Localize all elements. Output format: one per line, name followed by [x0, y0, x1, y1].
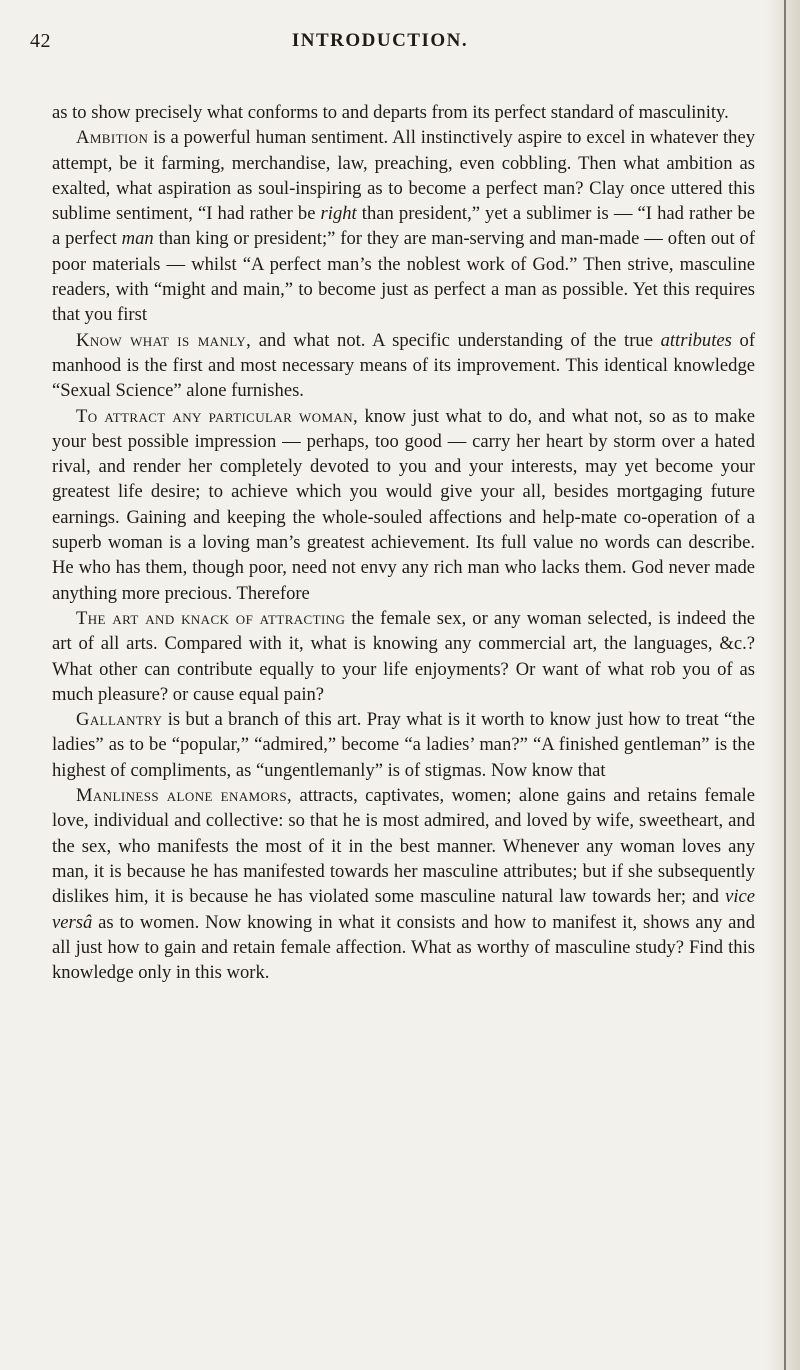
- page-number: 42: [30, 30, 51, 52]
- paragraph-text: as to show precisely what conforms to and departs from its perfect standard of masculinity.: [52, 102, 729, 123]
- paragraph-text: attracts, captivates, women; alone gains and retains female love, individual and collective: so that he is most admired, and loved by wife, sweetheart, and the sex, who manifests the most of it in the best manner. Whenever any woman loves any man, it is because he has manifested towards her masculine attributes; but if she subsequently dislikes him, it is because he has violated some masculine natural law towards her; and: [52, 785, 755, 908]
- emphasis: man: [121, 228, 154, 250]
- paragraph-art-and-knack: [52, 606, 755, 707]
- paragraph-text: and what not. A specific understanding of the true: [251, 329, 661, 351]
- paragraph-gallantry: [52, 707, 755, 783]
- paragraph-text: than king or president;” for they are man-serving and man-made — often out of poor materials — whilst “A perfect man’s the noblest work of God.” Then strive, masculine readers, with “might and main,” to become just as perfect a man as possible. Yet this requires that you first: [52, 228, 756, 326]
- page-header: [30, 30, 730, 58]
- paragraph-lead: The art and knack of attracting: [76, 607, 346, 629]
- paragraph-lead: To attract any particular woman,: [76, 405, 359, 427]
- paragraph-text: is but a branch of this art. Pray what is it worth to know just how to treat “the ladies” as to be “popular,” “admired,” become “a ladies’ man?” “A finished gentleman” is the highest of compliments, as “ungentlemanly” is of stigmas. Now know that: [52, 709, 755, 781]
- page-edge-shadow: [766, 0, 800, 1370]
- paragraph-lead: Gallantry: [76, 709, 163, 731]
- paragraph-text: the female sex, or any woman selected, is indeed the art of all arts. Compared with it, what is knowing any commercial art, the languages, &c.? What other can contribute equally to your life enjoyments? Or want of what rob you of as much pleasure? or cause equal pain?: [52, 607, 755, 705]
- emphasis: attributes: [660, 329, 732, 351]
- paragraph-text: than president,” yet a sublimer is — “I had rather be a perfect: [52, 203, 755, 250]
- paragraph-know-what-is-manly: [52, 328, 755, 404]
- running-head: INTRODUCTION.: [291, 30, 469, 51]
- paragraph-text: of manhood is the first and most necessary means of its improvement. This identical knowledge “Sexual Science” alone furnishes.: [52, 329, 756, 402]
- paragraph-lead: Know what is manly,: [76, 329, 252, 351]
- paragraph-text: is a powerful human sentiment. All instinctively aspire to excel in whatever they attempt, be it farming, merchandise, law, preaching, even cobbling. Then what ambition as exalted, what aspiration as soul-inspiring as to become a perfect man? Clay once uttered this sublime sentiment, “I had rather be: [52, 127, 755, 225]
- body-text: [52, 100, 755, 985]
- paragraph-text: as to women. Now knowing in what it consists and how to manifest it, shows any and all just how to gain and retain female affection. What as worthy of masculine study? Find this knowledge only in this work.: [52, 911, 755, 984]
- emphasis: right: [320, 203, 357, 225]
- paragraph-manliness: [52, 783, 755, 985]
- paragraph-lead: Ambition: [76, 127, 149, 149]
- paragraph-text: know just what to do, and what not, so as to make your best possible impression — perhaps, too good — carry her heart by storm over a hated rival, and render her completely devoted to you and your interests, may yet become your greatest life desire; to achieve which you would give your all, besides mortgaging future earnings. Gaining and keeping the whole-souled affections and help-mate co-operation of a superb woman is a loving man’s greatest achievement. Its full value no words can describe. He who has them, though poor, need not envy any rich man who lacks them. God never made anything more precious. Therefore: [52, 405, 755, 604]
- binding-line: [784, 0, 786, 1370]
- paragraph: [52, 100, 755, 125]
- paragraph-lead: Manliness alone enamors,: [76, 785, 293, 807]
- paragraph-ambition: [52, 125, 755, 327]
- emphasis: vice versâ: [52, 886, 755, 933]
- paragraph-attract-woman: [52, 404, 755, 606]
